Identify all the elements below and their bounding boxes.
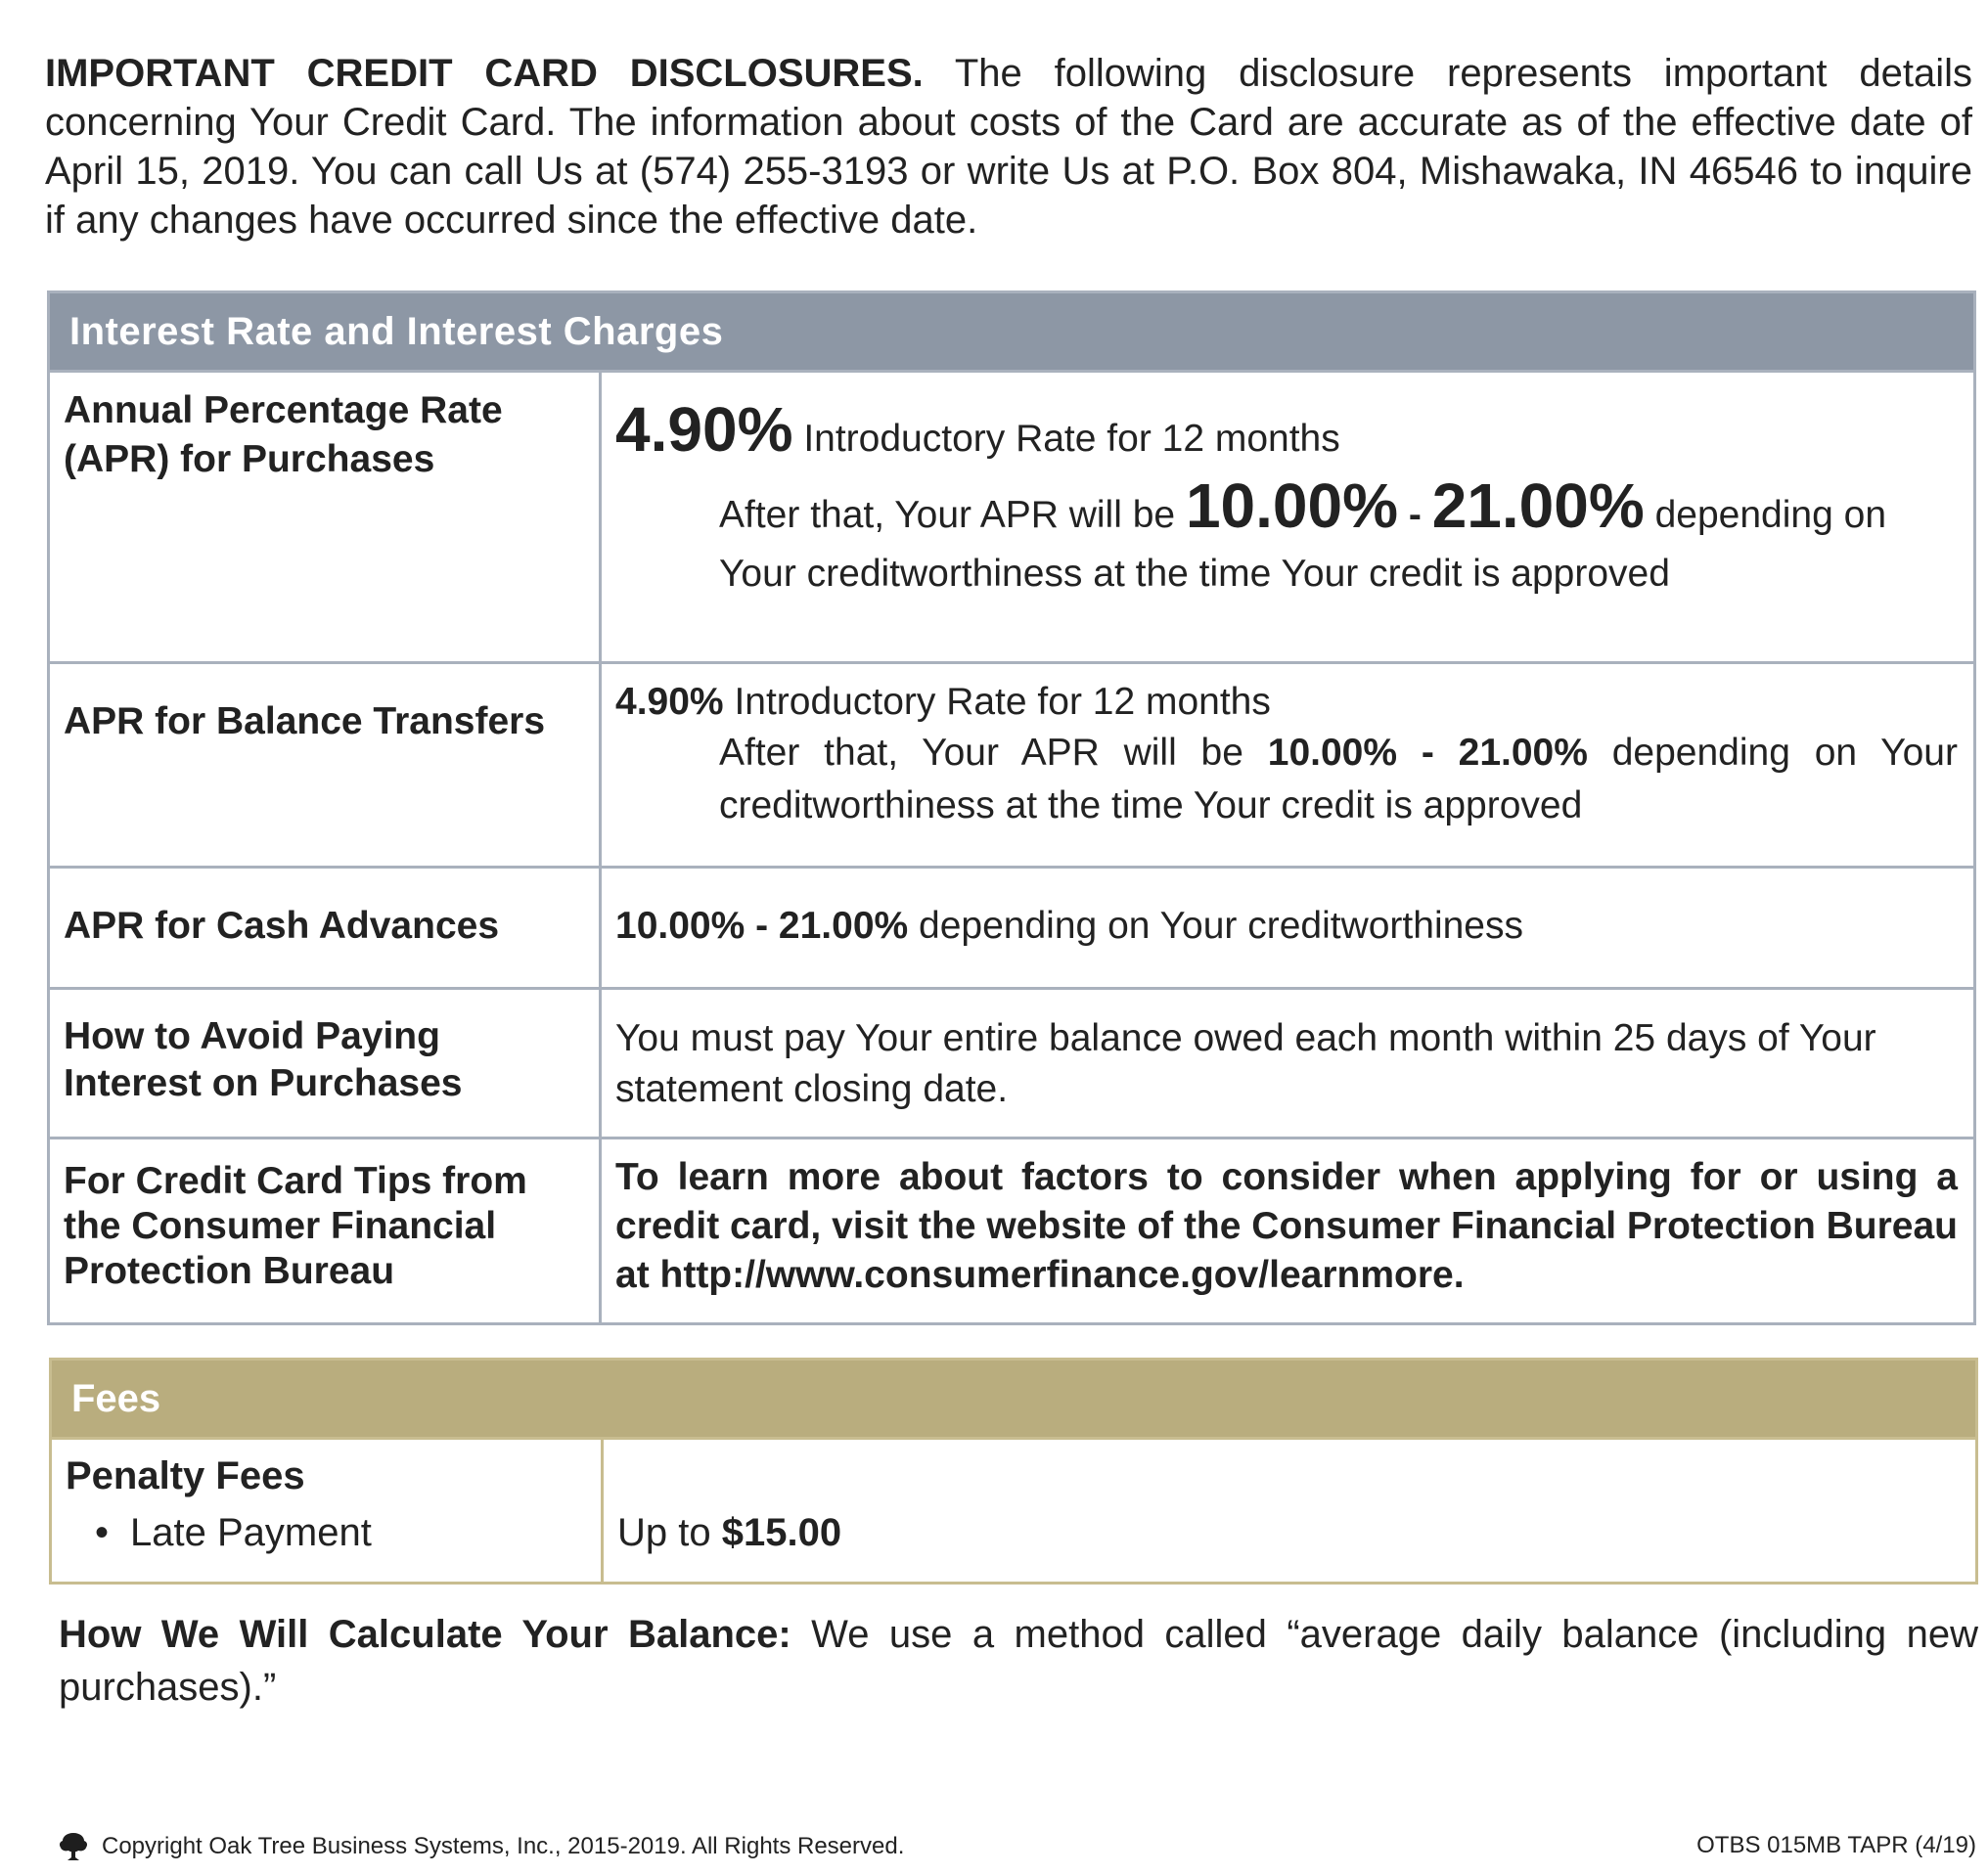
balance-calc-heading: How We Will Calculate Your Balance: bbox=[59, 1613, 791, 1656]
intro-heading: IMPORTANT CREDIT CARD DISCLOSURES. bbox=[45, 52, 924, 95]
bt-after-prefix: After that, Your APR will be bbox=[719, 732, 1243, 774]
purchases-intro-text: Introductory Rate for 12 months bbox=[803, 418, 1340, 460]
table-row-penalty-fees bbox=[52, 1437, 1975, 1582]
avoid-interest-label: How to Avoid Paying Interest on Purchases bbox=[50, 990, 602, 1137]
penalty-fees-label: Penalty Fees bbox=[66, 1454, 305, 1497]
table-row-cfpb-tips bbox=[50, 1137, 1973, 1322]
purchases-range-low: 10.00% bbox=[1185, 470, 1399, 541]
cash-advances-range: 10.00% - 21.00% bbox=[615, 905, 909, 947]
cash-advances-value bbox=[602, 869, 1973, 987]
fees-table bbox=[49, 1358, 1978, 1585]
table-row-avoid-interest bbox=[50, 987, 1973, 1137]
bt-intro-text: Introductory Rate for 12 months bbox=[734, 681, 1271, 723]
late-payment-prefix: Up to bbox=[617, 1511, 711, 1554]
late-payment-value bbox=[604, 1440, 1975, 1582]
bt-intro-rate: 4.90% bbox=[615, 681, 724, 723]
late-payment-item bbox=[66, 1504, 587, 1561]
purchases-range-sep: - bbox=[1408, 494, 1422, 536]
purchases-apr-value bbox=[602, 373, 1973, 661]
bt-range: 10.00% - 21.00% bbox=[1267, 732, 1588, 774]
cash-advances-label: APR for Cash Advances bbox=[50, 869, 602, 987]
purchases-range-high: 21.00% bbox=[1431, 470, 1645, 541]
balance-calc-text: We use a method called “average daily balance (including new purchases).” bbox=[59, 1613, 1978, 1709]
intro-paragraph bbox=[45, 49, 1972, 245]
footer-copyright bbox=[57, 1831, 904, 1862]
purchases-intro-rate: 4.90% bbox=[615, 394, 793, 465]
cfpb-tips-value: To learn more about factors to consider when applying for or using a credit card, visit the website of the Consumer Financial Protection Bureau at http://www.consumerfinance.gov/learnmore. bbox=[615, 1156, 1958, 1296]
table-row-purchases-apr bbox=[50, 370, 1973, 661]
penalty-fees-label-cell bbox=[52, 1440, 604, 1582]
copyright-text: Copyright Oak Tree Business Systems, Inc., 2015-2019. All Rights Reserved. bbox=[102, 1833, 905, 1859]
cfpb-tips-label: For Credit Card Tips from the Consumer Financial Protection Bureau bbox=[50, 1139, 602, 1322]
balance-transfers-value bbox=[602, 664, 1973, 866]
form-code: OTBS 015MB TAPR (4/19) bbox=[1696, 1832, 1976, 1858]
bt-after-suffix: depending on Your creditworthiness at the time Your credit is approved bbox=[719, 732, 1958, 826]
table-row-cash-advances bbox=[50, 866, 1973, 987]
purchases-apr-label: Annual Percentage Rate (APR) for Purchases bbox=[50, 373, 602, 661]
table-row-balance-transfers bbox=[50, 661, 1973, 866]
fees-table-header: Fees bbox=[52, 1361, 1975, 1437]
late-payment-label: Late Payment bbox=[130, 1511, 372, 1554]
interest-rate-table bbox=[47, 290, 1976, 1325]
avoid-interest-value: You must pay Your entire balance owed each month within 25 days of Your statement closing date. bbox=[615, 1017, 1876, 1110]
purchases-after-prefix: After that, Your APR will be bbox=[719, 494, 1176, 536]
cash-advances-text: depending on Your creditworthiness bbox=[919, 905, 1523, 947]
purchases-after-suffix: depending on Your creditworthiness at the time Your credit is approved bbox=[719, 494, 1887, 595]
tree-icon bbox=[57, 1831, 90, 1862]
balance-transfers-label: APR for Balance Transfers bbox=[50, 664, 602, 866]
intro-body: The following disclosure represents important details concerning Your Credit Card. The information about costs of the Card are accurate as of the effective date of April 15, 2019. You can call Us at (574) 255-3193 or write Us at P.O. Box 804, Mishawaka, IN 46546 to inquire if any changes have occurred since the effective date. bbox=[45, 52, 1972, 242]
balance-calculation bbox=[59, 1608, 1978, 1714]
bullet-icon: • bbox=[95, 1511, 110, 1554]
late-payment-amount: $15.00 bbox=[721, 1511, 842, 1554]
interest-table-header: Interest Rate and Interest Charges bbox=[50, 293, 1973, 370]
